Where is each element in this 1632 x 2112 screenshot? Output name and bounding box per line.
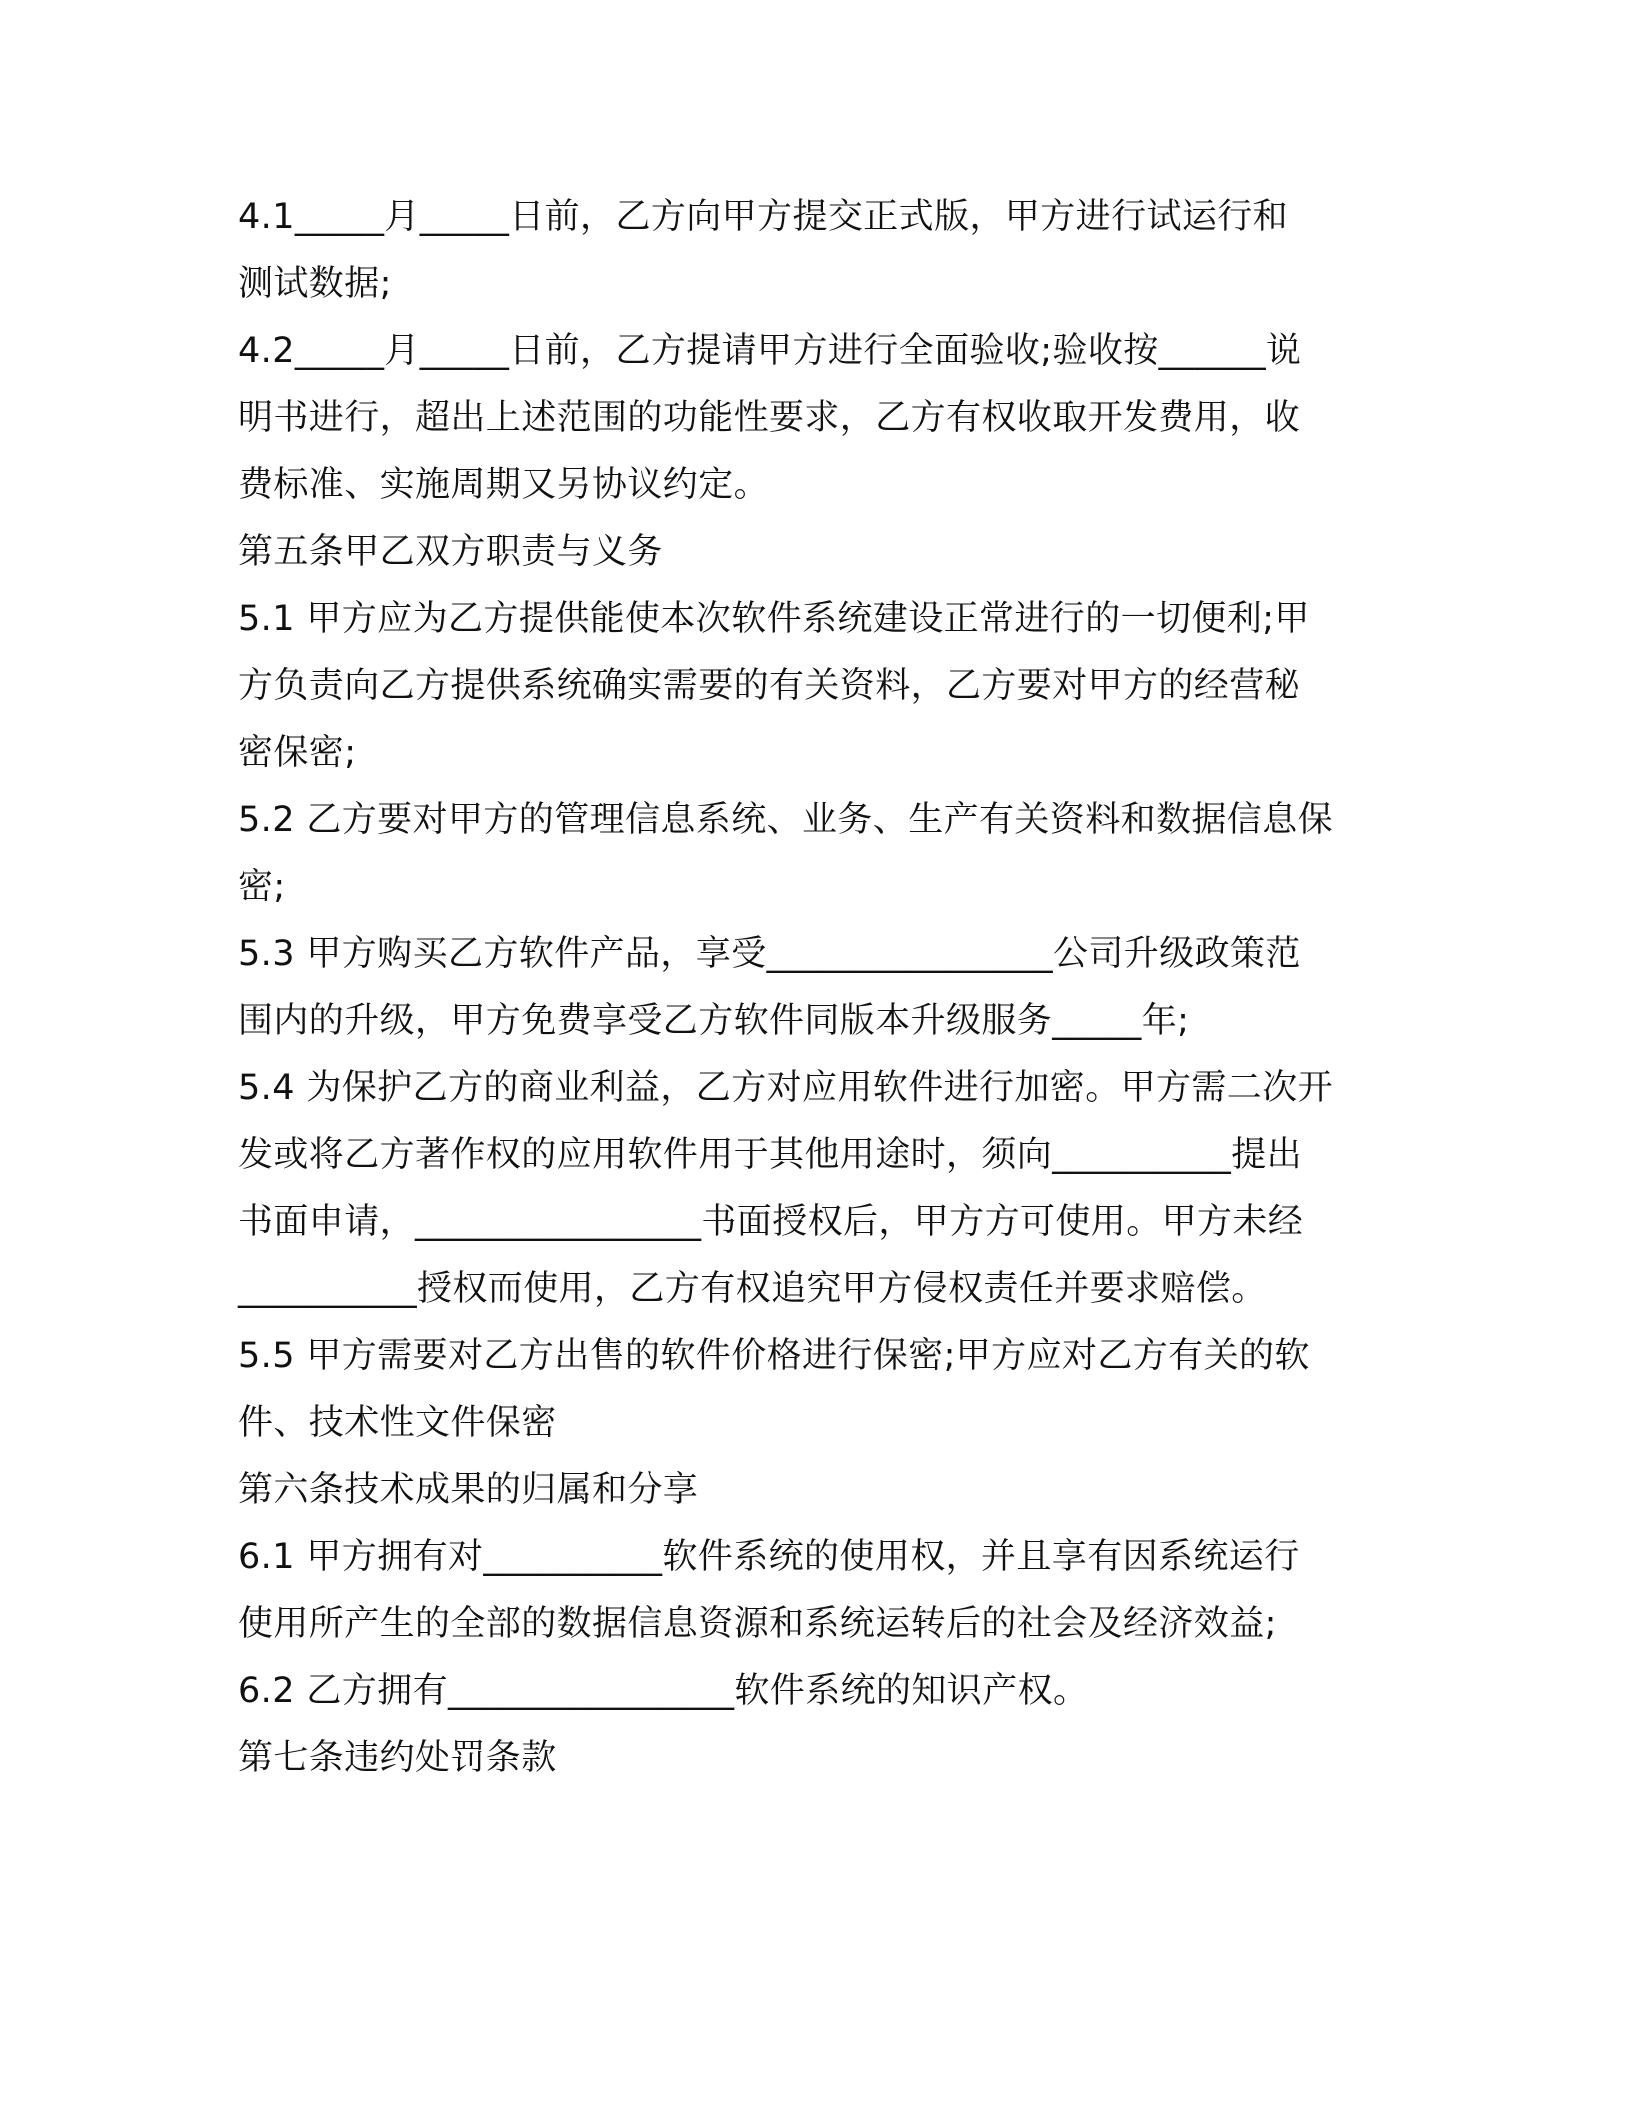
clause-5-4-line-1: 5.4 为保护乙方的商业利益，乙方对应用软件进行加密。甲方需二次开 [238,1068,1333,1108]
clause-6-2-line-1: 6.2 乙方拥有________________软件系统的知识产权。 [238,1671,1089,1711]
clause-5-5-line-1: 5.5 甲方需要对乙方出售的软件价格进行保密;甲方应对乙方有关的软 [238,1336,1310,1376]
document-body [238,184,1398,1792]
clause-4-2-line-2: 明书进行，超出上述范围的功能性要求，乙方有权收取开发费用，收 [238,398,1301,438]
article-7-heading: 第七条违约处罚条款 [238,1738,557,1778]
clause-5-5-line-2: 件、技术性文件保密 [238,1403,557,1443]
clause-4-1-line-2: 测试数据; [238,264,392,304]
article-5-heading: 第五条甲乙双方职责与义务 [238,532,663,572]
article-6-heading: 第六条技术成果的归属和分享 [238,1470,699,1510]
clause-6-1-line-2: 使用所产生的全部的数据信息资源和系统运转后的社会及经济效益; [238,1604,1277,1644]
clause-4-2-line-1: 4.2_____月_____日前，乙方提请甲方进行全面验收;验收按______说 [238,331,1302,371]
clause-5-3-line-2: 围内的升级，甲方免费享受乙方软件同版本升级服务_____年; [238,1001,1190,1041]
clause-5-3-line-1: 5.3 甲方购买乙方软件产品，享受________________公司升级政策范 [238,934,1301,974]
clause-6-1-line-1: 6.1 甲方拥有对__________软件系统的使用权，并且享有因系统运行 [238,1537,1300,1577]
clause-4-1-line-1: 4.1_____月_____日前，乙方向甲方提交正式版，甲方进行试运行和 [238,197,1289,237]
clause-5-1-line-2: 方负责向乙方提供系统确实需要的有关资料，乙方要对甲方的经营秘 [238,666,1301,706]
clause-5-4-line-2: 发或将乙方著作权的应用软件用于其他用途时，须向__________提出 [238,1135,1303,1175]
clause-5-1-line-3: 密保密; [238,733,357,773]
clause-5-2-line-2: 密; [238,867,286,907]
clause-5-2-line-1: 5.2 乙方要对甲方的管理信息系统、业务、生产有关资料和数据信息保 [238,800,1333,840]
clause-5-1-line-1: 5.1 甲方应为乙方提供能使本次软件系统建设正常进行的一切便利;甲 [238,599,1310,639]
clause-5-4-line-4: __________授权而使用，乙方有权追究甲方侵权责任并要求赔偿。 [238,1269,1267,1309]
clause-4-2-line-3: 费标准、实施周期又另协议约定。 [238,465,770,505]
clause-5-4-line-3: 书面申请，________________书面授权后，甲方方可使用。甲方未经 [238,1202,1304,1242]
